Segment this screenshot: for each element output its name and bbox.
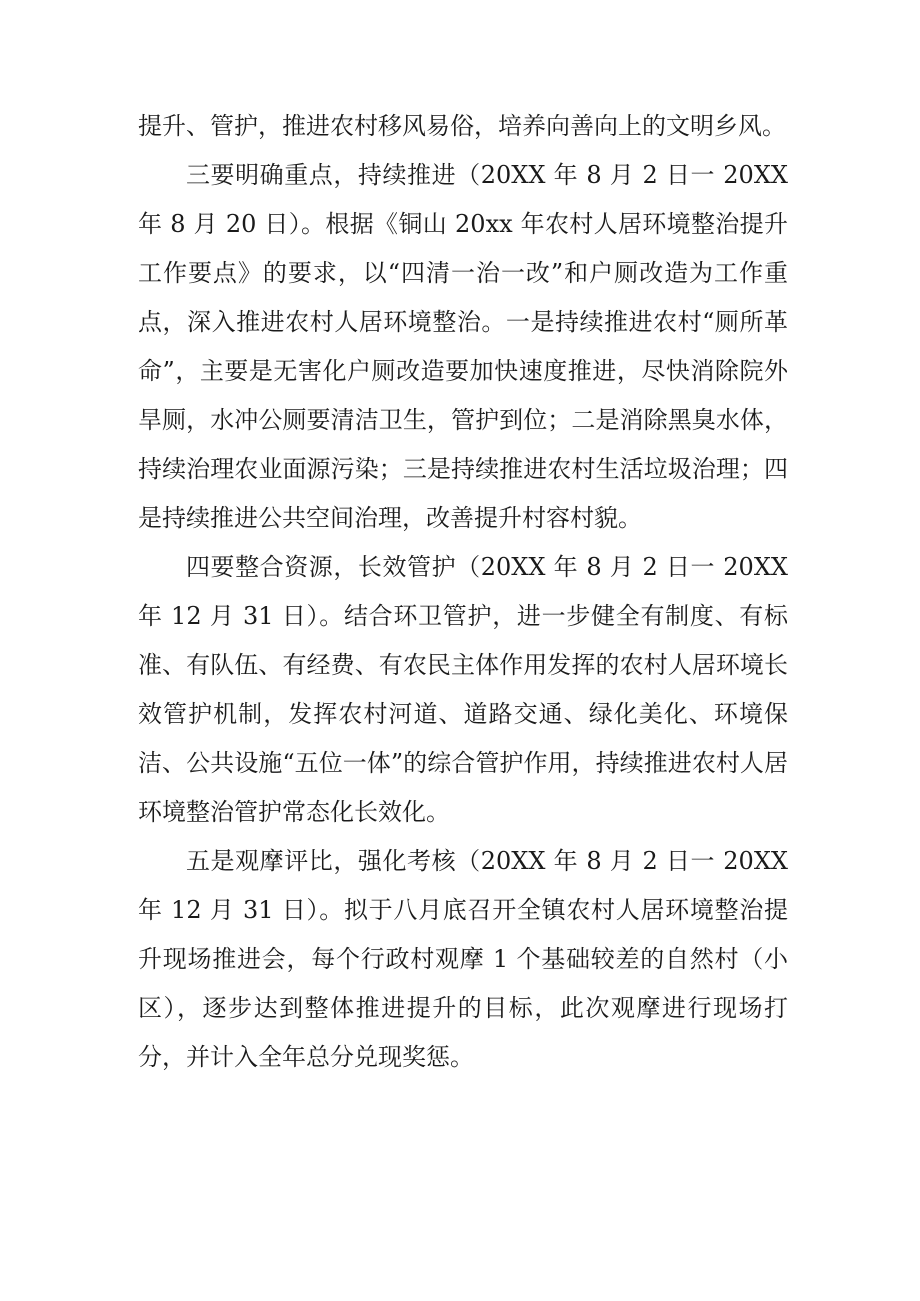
paragraph-key-points: 三要明确重点，持续推进（20XX 年 8 月 2 日一 20XX 年 8 月 20 日）。根据《铜山 20xx 年农村人居环境整治提升工作要点》的要求，以“四清一治一改”和户厕改造为工作重点，深入推进农村人居环境整治。一是持续推进农村“厕所革命”，主要是无害化户厕改造要加快速度推进，尽快消除院外旱厕，水冲公厕要清洁卫生，管护到位；二是消除黑臭水体，持续治理农业面源污染；三是持续推进农村生活垃圾治理；四是持续推进公共空间治理，改善提升村容村貌。 xyxy=(138,161,788,532)
paragraph-evaluation: 五是观摩评比，强化考核（20XX 年 8 月 2 日一 20XX 年 12 月 31 日）。拟于八月底召开全镇农村人居环境整治提升现场推进会，每个行政村观摩 1 个基础较差的自然村（小区），逐步达到整体推进提升的目标，此次观摩进行现场打分，并计入全年总分兑现奖惩。 xyxy=(138,847,788,1071)
document-body xyxy=(138,102,788,1082)
paragraph-continuation: 提升、管护，推进农村移风易俗，培养向善向上的文明乡风。 xyxy=(138,112,786,140)
paragraph-resource-integration: 四要整合资源，长效管护（20XX 年 8 月 2 日一 20XX 年 12 月 31 日）。结合环卫管护，进一步健全有制度、有标准、有队伍、有经费、有农民主体作用发挥的农村人居环境长效管护机制，发挥农村河道、道路交通、绿化美化、环境保洁、公共设施“五位一体”的综合管护作用，持续推进农村人居环境整治管护常态化长效化。 xyxy=(138,553,788,826)
